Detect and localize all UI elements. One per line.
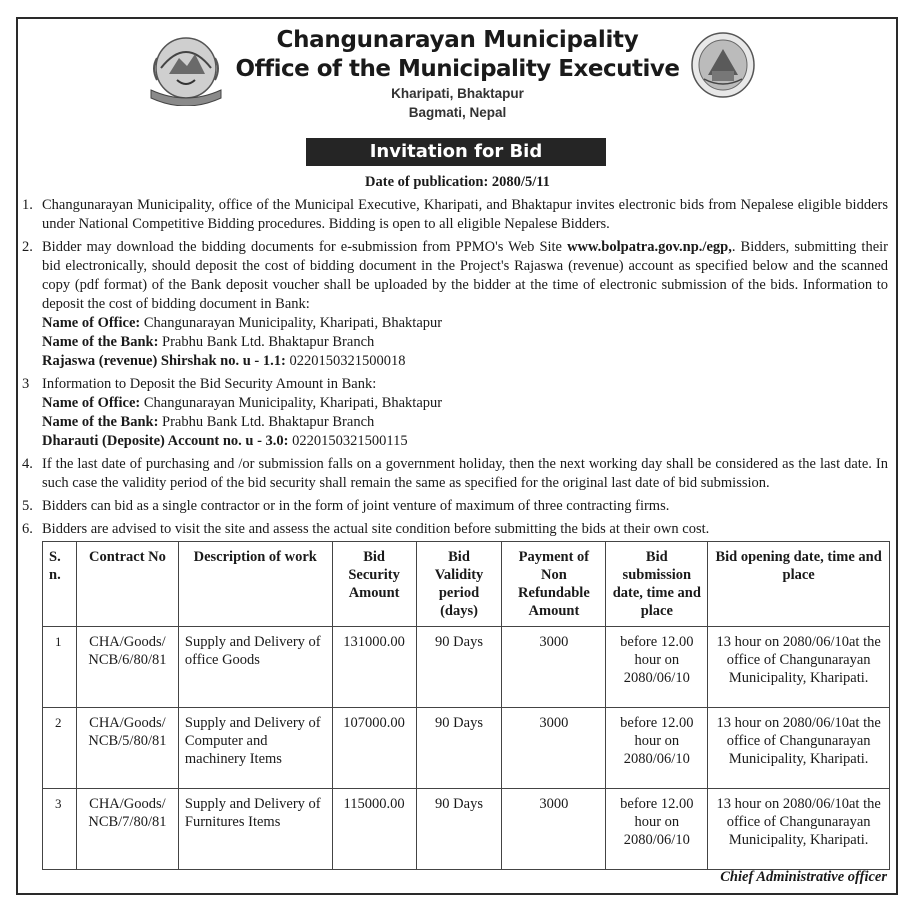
cell-description: Supply and Delivery of Furnitures Items	[178, 789, 332, 870]
cell-submission: before 12.00 hour on 2080/06/10	[606, 789, 708, 870]
cell-payment: 3000	[502, 627, 606, 708]
cell-submission: before 12.00 hour on 2080/06/10	[606, 627, 708, 708]
col-header-sn: S. n.	[43, 542, 77, 627]
cell-payment: 3000	[502, 789, 606, 870]
cell-security: 115000.00	[332, 789, 416, 870]
publication-date: Date of publication: 2080/5/11	[365, 174, 550, 190]
bank-value: Prabhu Bank Ltd. Bhaktapur Branch	[158, 414, 375, 430]
table-row	[43, 708, 890, 789]
col-header-security: Bid Security Amount	[332, 542, 416, 627]
item-number: 5.	[22, 498, 33, 514]
cell-contract: CHA/Goods/ NCB/5/80/81	[76, 708, 178, 789]
list-item	[22, 196, 888, 234]
cell-opening: 13 hour on 2080/06/10at the office of Changunarayan Municipality, Kharipati.	[708, 708, 890, 789]
item-text: Bidder may download the bidding documents for e-submission from PPMO's Web Site	[42, 239, 568, 255]
cell-description: Supply and Delivery of office Goods	[178, 627, 332, 708]
cell-validity: 90 Days	[416, 708, 502, 789]
notice-title: Invitation for Bid	[306, 138, 606, 166]
signature-title: Chief Administrative officer	[720, 869, 887, 885]
bank-value: Prabhu Bank Ltd. Bhaktapur Branch	[158, 334, 375, 350]
account-label: Rajaswa (revenue) Shirshak no. u - 1.1:	[42, 353, 286, 369]
item-text: Bidders are advised to visit the site and assess the actual site condition before submitting the bids at their own cost.	[42, 521, 710, 537]
cell-sn: 1	[43, 627, 77, 708]
bank-label: Name of the Bank:	[42, 334, 159, 350]
org-name: Changunarayan Municipality	[276, 27, 639, 53]
list-item	[22, 497, 888, 516]
list-item	[22, 520, 888, 539]
item-number: 1.	[22, 197, 33, 213]
table-row	[43, 627, 890, 708]
list-item	[22, 375, 888, 451]
account-label: Dharauti (Deposite) Account no. u - 3.0:	[42, 433, 289, 449]
cell-security: 107000.00	[332, 708, 416, 789]
cell-sn: 3	[43, 789, 77, 870]
col-header-contract: Contract No	[76, 542, 178, 627]
account-value: 0220150321500018	[285, 353, 406, 369]
table-row	[43, 789, 890, 870]
col-header-opening: Bid opening date, time and place	[708, 542, 890, 627]
col-header-description: Description of work	[178, 542, 332, 627]
cell-payment: 3000	[502, 708, 606, 789]
cell-sn: 2	[43, 708, 77, 789]
office-label: Name of Office:	[42, 315, 141, 331]
address-line-2: Bagmati, Nepal	[408, 105, 507, 120]
cell-description: Supply and Delivery of Computer and machinery Items	[178, 708, 332, 789]
table-header-row	[43, 542, 890, 627]
item-number: 6.	[22, 521, 33, 537]
item-number: 4.	[22, 456, 33, 472]
cell-validity: 90 Days	[416, 627, 502, 708]
office-value: Changunarayan Municipality, Kharipati, Bhaktapur	[140, 395, 443, 411]
col-header-payment: Payment of Non Refundable Amount	[502, 542, 606, 627]
notice-body	[22, 196, 888, 543]
item-text: Changunarayan Municipality, office of the Municipal Executive, Kharipati, and Bhaktapur invites electronic bids from Nepalese eligible bidders under National Competitive Bidding procedures. Bidding is open to all eligible Nepalese Bidders.	[42, 197, 888, 232]
bank-label: Name of the Bank:	[42, 414, 159, 430]
item-text: . Bidders, submitting their bid electronically, should deposit the cost of bidding document in the Project's Rajaswa (revenue) account as specified below and the scanned copy (pdf format) of the Bank deposit voucher shall be uploaded by the bidder at the time of electronic submission of the bids. Information to deposit the cost of bidding document in Bank:	[42, 239, 888, 312]
cell-submission: before 12.00 hour on 2080/06/10	[606, 708, 708, 789]
item-text: Information to Deposit the Bid Security Amount in Bank:	[42, 376, 377, 392]
account-value: 0220150321500115	[288, 433, 408, 449]
item-text: Bidders can bid as a single contractor or in the form of joint venture of maximum of three contracting firms.	[42, 498, 670, 514]
item-number: 2.	[22, 239, 33, 255]
letterhead	[0, 26, 915, 122]
cell-opening: 13 hour on 2080/06/10at the office of Changunarayan Municipality, Kharipati.	[708, 789, 890, 870]
office-name: Office of the Municipality Executive	[235, 56, 680, 82]
address-line-1: Kharipati, Bhaktapur	[391, 86, 524, 101]
item-text: If the last date of purchasing and /or submission falls on a government holiday, then the next working day shall be considered as the last date. In such case the validity period of the bid security shall remain the same as specified for the original last date of bid submission.	[42, 456, 888, 491]
cell-contract: CHA/Goods/ NCB/6/80/81	[76, 627, 178, 708]
office-value: Changunarayan Municipality, Kharipati, Bhaktapur	[140, 315, 443, 331]
cell-contract: CHA/Goods/ NCB/7/80/81	[76, 789, 178, 870]
list-item	[22, 455, 888, 493]
col-header-validity: Bid Validity period (days)	[416, 542, 502, 627]
website-link[interactable]: www.bolpatra.gov.np./egp,	[567, 239, 732, 255]
cell-security: 131000.00	[332, 627, 416, 708]
list-item	[22, 238, 888, 371]
col-header-submission: Bid submission date, time and place	[606, 542, 708, 627]
cell-opening: 13 hour on 2080/06/10at the office of Changunarayan Municipality, Kharipati.	[708, 627, 890, 708]
cell-validity: 90 Days	[416, 789, 502, 870]
office-label: Name of Office:	[42, 395, 141, 411]
item-number: 3	[22, 376, 30, 392]
bid-table	[42, 541, 890, 870]
